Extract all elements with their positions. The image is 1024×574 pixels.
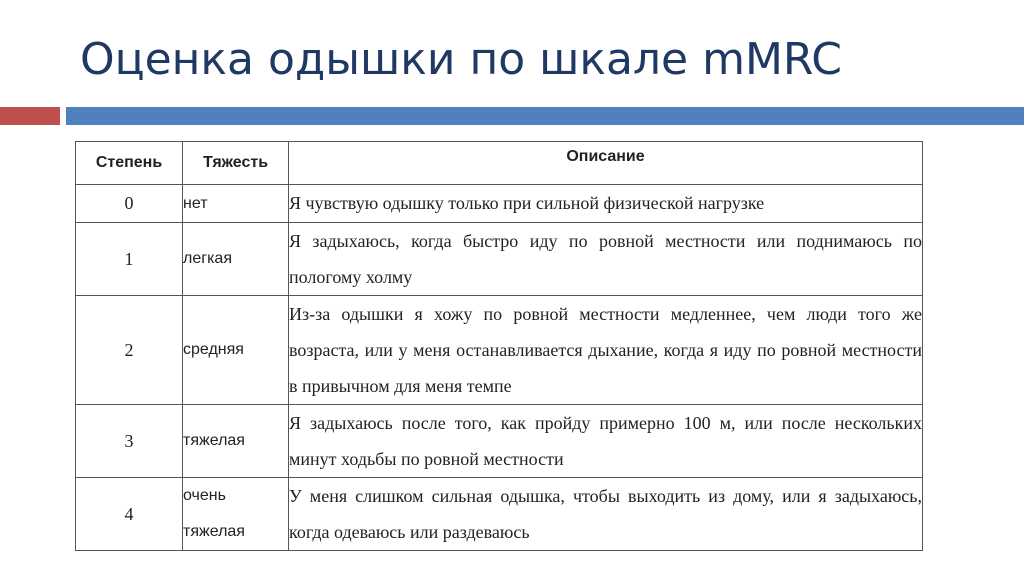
header-severity: Тяжесть bbox=[183, 142, 289, 185]
header-description: Описание bbox=[289, 142, 923, 185]
accent-bar-blue bbox=[66, 107, 1024, 125]
severity-cell: легкая bbox=[183, 223, 289, 296]
description-cell: Я задыхаюсь после того, как пройду примерно 100 м, или после нескольких минут ходьбы по ровной местности bbox=[289, 405, 923, 478]
table-row bbox=[76, 405, 923, 478]
table-row bbox=[76, 185, 923, 223]
description-cell: Я задыхаюсь, когда быстро иду по ровной местности или поднимаюсь по пологому холму bbox=[289, 223, 923, 296]
degree-cell: 4 bbox=[76, 478, 183, 551]
degree-cell: 0 bbox=[76, 185, 183, 223]
degree-cell: 1 bbox=[76, 223, 183, 296]
degree-cell: 3 bbox=[76, 405, 183, 478]
description-cell: Я чувствую одышку только при сильной физической нагрузке bbox=[289, 185, 923, 223]
mmrc-table bbox=[75, 141, 923, 551]
table-row bbox=[76, 223, 923, 296]
severity-cell: тяжелая bbox=[183, 405, 289, 478]
table-row bbox=[76, 478, 923, 551]
description-cell: Из-за одышки я хожу по ровной местности медленнее, чем люди того же возраста, или у меня останавливается дыхание, когда я иду по ровной местности в привычном для меня темпе bbox=[289, 296, 923, 405]
accent-bar-red bbox=[0, 107, 60, 125]
header-degree: Степень bbox=[76, 142, 183, 185]
table-header-row bbox=[76, 142, 923, 185]
description-cell: У меня слишком сильная одышка, чтобы выходить из дому, или я задыхаюсь, когда одеваюсь или раздеваюсь bbox=[289, 478, 923, 551]
table-row bbox=[76, 296, 923, 405]
slide-title: Оценка одышки по шкале mMRC bbox=[80, 34, 843, 85]
severity-cell: нет bbox=[183, 185, 289, 223]
degree-cell: 2 bbox=[76, 296, 183, 405]
severity-cell: очень тяжелая bbox=[183, 478, 289, 551]
severity-cell: средняя bbox=[183, 296, 289, 405]
